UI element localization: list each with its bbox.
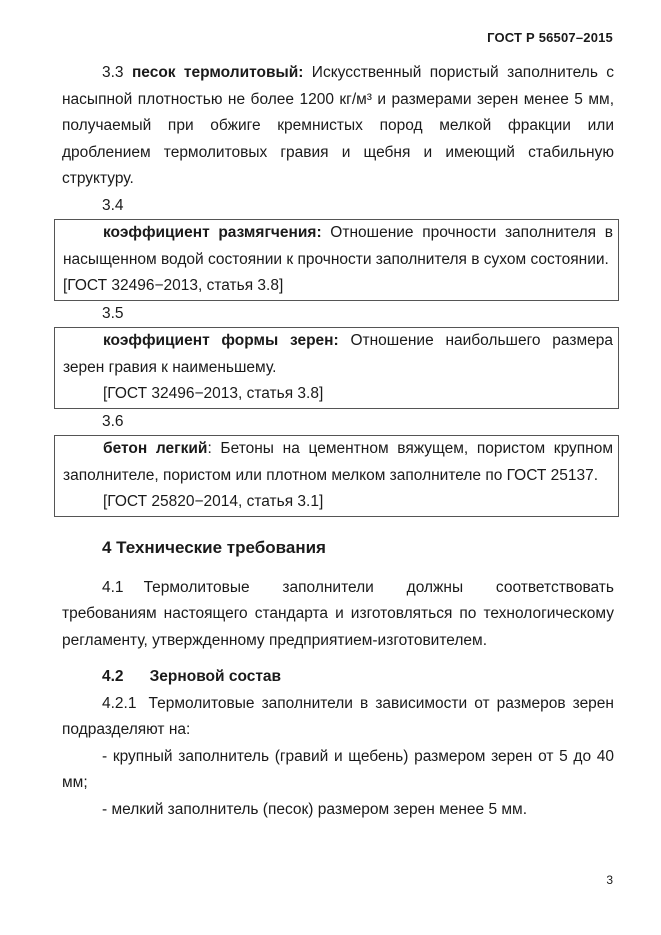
document-code-header: ГОСТ Р 56507–2015 [487,30,613,45]
definition-text: : Бетоны на цементном вяжущем, пористом крупном заполнителе, пористом или плотном мелком заполнителе по ГОСТ 25137. [63,440,614,484]
definition-paragraph [63,436,613,489]
definition-text: Отношение прочности заполнителя в насыщенном водой состоянии к прочности заполнителя в сухом состоянии. [63,224,613,268]
definition-text: Отношение наибольшего размера зерен гравия к наименьшему. [63,332,613,376]
reference: [ГОСТ 32496−2013, статья 3.8] [103,385,324,402]
list-item-fine: - мелкий заполнитель (песок) размером зерен менее 5 мм. [102,800,528,818]
term: коэффициент формы зерен: [103,332,339,349]
clause-number: 4.1 [102,578,124,596]
reference: [ГОСТ 32496−2013, статья 3.8] [63,277,284,294]
clause-text: Термолитовые заполнители в зависимости от размеров зерен подразделяют на: [62,694,614,738]
clause-number-3-4: 3.4 [102,196,124,214]
definition-box-3-4 [54,219,619,301]
clause-text: Термолитовые заполнители должны соответствовать требованиям настоящего стандарта и изготовляться по технологическому регламенту, утвержденному предприятием-изготовителем. [62,578,614,649]
subsection-heading-4-2 [62,664,614,691]
clause-number: 4.2 [102,668,124,685]
definition-box-3-6 [54,435,619,517]
subsection-title: Зерновой состав [149,668,282,685]
definition-text: Искусственный пористый заполнитель с насыпной плотностью не более 1200 кг/м³ и размерами зерен менее 5 мм, получаемый при обжиге кремнистых пород мелкой фракции или дроблением термолитовых гравия и щебня и имеющий стабильную структуру. [62,64,615,187]
definition-paragraph [63,328,613,381]
clause-4-1 [62,575,614,655]
clause-3-3 [62,60,614,193]
reference: [ГОСТ 25820−2014, статья 3.1] [103,493,324,510]
clause-4-2-1 [62,691,614,744]
definition-paragraph [63,220,613,273]
clause-number: 3.3 [102,64,124,81]
page-number: 3 [606,873,613,887]
definition-box-3-5 [54,327,619,409]
term: коэффициент размягчения: [103,224,322,241]
clause-number-3-5: 3.5 [102,304,124,322]
list-item-coarse: - крупный заполнитель (гравий и щебень) размером зерен от 5 до 40 мм; [62,747,614,791]
term: бетон легкий [103,440,208,457]
term: песок термолитовый: [131,64,304,81]
page-content [62,60,614,823]
clause-number: 4.2.1 [102,694,137,712]
clause-number-3-6: 3.6 [102,412,124,430]
section-heading-4: 4 Технические требования [102,537,326,557]
